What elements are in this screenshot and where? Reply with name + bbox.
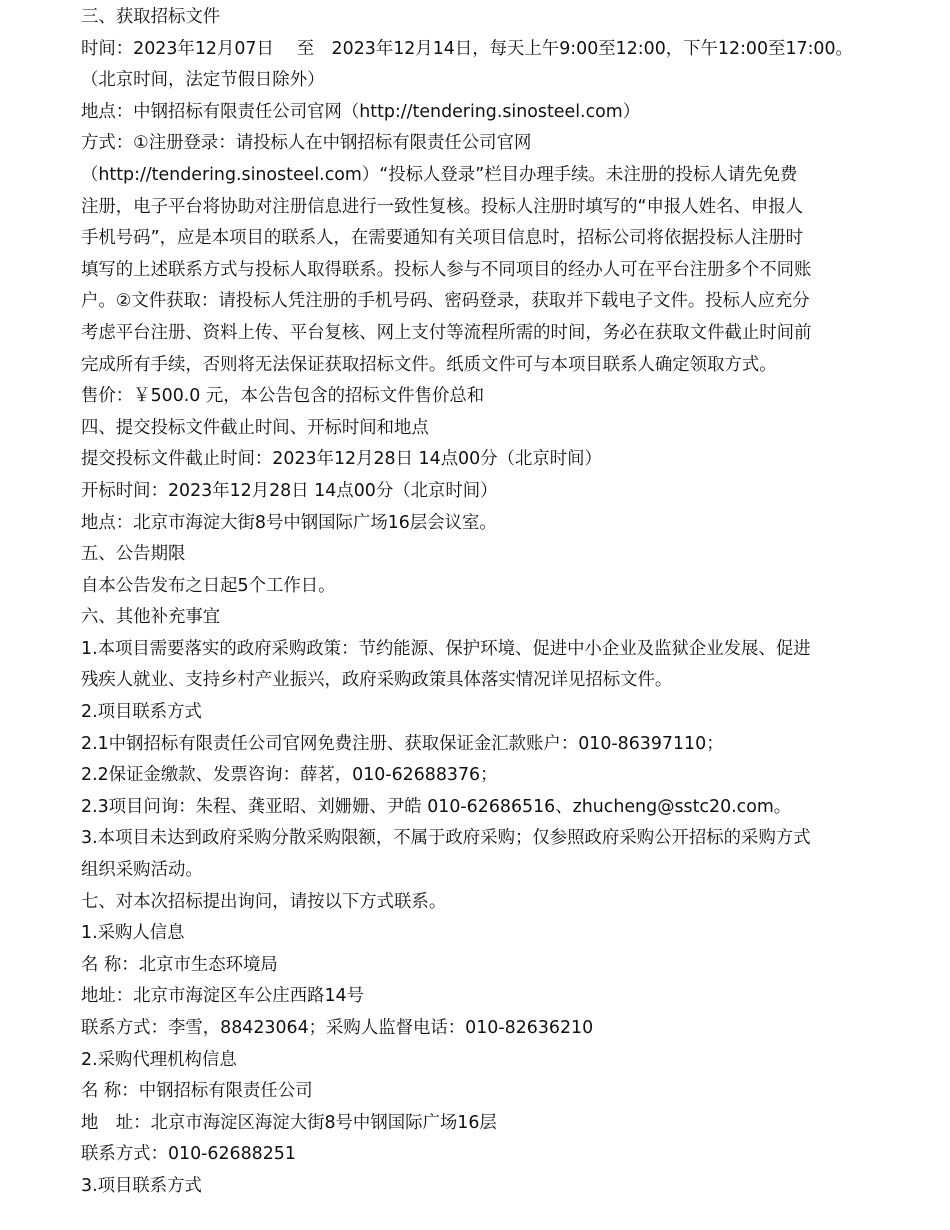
- project-contact-method-heading: 3.项目联系方式: [81, 1175, 202, 1196]
- purchaser-address: 地址：北京市海淀区车公庄西路14号: [81, 986, 364, 1007]
- deposit-invoice-contact: 2.2保证金缴款、发票咨询：薛茗，010-62688376；: [81, 765, 498, 786]
- registration-contact: 2.1中钢招标有限责任公司官网免费注册、获取保证金汇款账户：010-86397110；: [81, 733, 724, 754]
- obtain-method-line: 完成所有手续，否则将无法保证获取招标文件。纸质文件可与本项目联系人确定领取方式。: [81, 354, 777, 375]
- agency-info-heading: 2.采购代理机构信息: [81, 1049, 237, 1070]
- section-heading-notice-period: 五、公告期限: [81, 544, 186, 565]
- obtain-time-line-2: （北京时间，法定节假日除外）: [81, 70, 325, 91]
- bid-opening-location: 地点：北京市海淀大街8号中钢国际广场16层会议室。: [81, 512, 497, 533]
- document-body: [81, 2, 881, 1203]
- section-heading-submission: 四、提交投标文件截止时间、开标时间和地点: [81, 417, 429, 438]
- submission-deadline: 提交投标文件截止时间：2023年12月28日 14点00分（北京时间）: [81, 449, 602, 470]
- agency-name: 名 称：中钢招标有限责任公司: [81, 1081, 313, 1102]
- purchaser-contact: 联系方式：李雪，88423064；采购人监督电话：010-82636210: [81, 1018, 594, 1038]
- obtain-method-line: 注册，电子平台将协助对注册信息进行一致性复核。投标人注册时填写的“申报人姓名、申报人: [81, 196, 804, 217]
- notice-period: 自本公告发布之日起5个工作日。: [81, 575, 336, 596]
- document-price: 售价：￥500.0 元，本公告包含的招标文件售价总和: [81, 386, 485, 407]
- project-contact-heading: 2.项目联系方式: [81, 702, 202, 723]
- obtain-method-line: 方式：①注册登录：请投标人在中钢招标有限责任公司官网: [81, 133, 532, 154]
- obtain-method-paragraph: [81, 128, 881, 381]
- agency-contact: 联系方式：010-62688251: [81, 1144, 296, 1165]
- obtain-method-line: 户。②文件获取：请投标人凭注册的手机号码、密码登录，获取并下载电子文件。投标人应充分: [81, 291, 810, 312]
- bid-opening-time: 开标时间：2023年12月28日 14点00分（北京时间）: [81, 480, 498, 501]
- policy-line-2: 残疾人就业、支持乡村产业振兴，政府采购政策具体落实情况详见招标文件。: [81, 670, 673, 691]
- section-heading-inquiries: 七、对本次招标提出询问，请按以下方式联系。: [81, 891, 447, 912]
- obtain-method-line: 考虑平台注册、资料上传、平台复核、网上支付等流程所需的时间，务必在获取文件截止时间前: [81, 322, 812, 343]
- purchaser-info-heading: 1.采购人信息: [81, 923, 185, 944]
- project-inquiry-contact: 2.3项目问询：朱程、龚亚昭、刘姗姗、尹皓 010-62686516、zhucheng@sstc20.com。: [81, 796, 792, 817]
- procurement-note-line-1: 3.本项目未达到政府采购分散采购限额，不属于政府采购；仅参照政府采购公开招标的采购方式: [81, 828, 811, 849]
- obtain-method-line: 填写的上述联系方式与投标人取得联系。投标人参与不同项目的经办人可在平台注册多个不同账: [81, 259, 812, 280]
- obtain-location: 地点：中钢招标有限责任公司官网（http://tendering.sinosteel.com）: [81, 101, 641, 122]
- obtain-method-line: 手机号码”，应是本项目的联系人，在需要通知有关项目信息时，招标公司将依据投标人注册时: [81, 228, 804, 249]
- purchaser-name: 名 称：北京市生态环境局: [81, 954, 278, 975]
- section-heading-obtain-documents: 三、获取招标文件: [81, 7, 221, 27]
- section-heading-other-matters: 六、其他补充事宜: [81, 607, 221, 628]
- policy-line-1: 1.本项目需要落实的政府采购政策：节约能源、保护环境、促进中小企业及监狱企业发展、促进: [81, 638, 811, 659]
- obtain-method-line: （http://tendering.sinosteel.com）“投标人登录”栏目办理手续。未注册的投标人请先免费: [81, 164, 798, 185]
- agency-address: 地 址：北京市海淀区海淀大街8号中钢国际广场16层: [81, 1112, 497, 1133]
- procurement-note-line-2: 组织采购活动。: [81, 860, 203, 881]
- obtain-time-line-1: 时间：2023年12月07日 至 2023年12月14日，每天上午9:00至12:00，下午12:00至17:00。: [81, 38, 853, 59]
